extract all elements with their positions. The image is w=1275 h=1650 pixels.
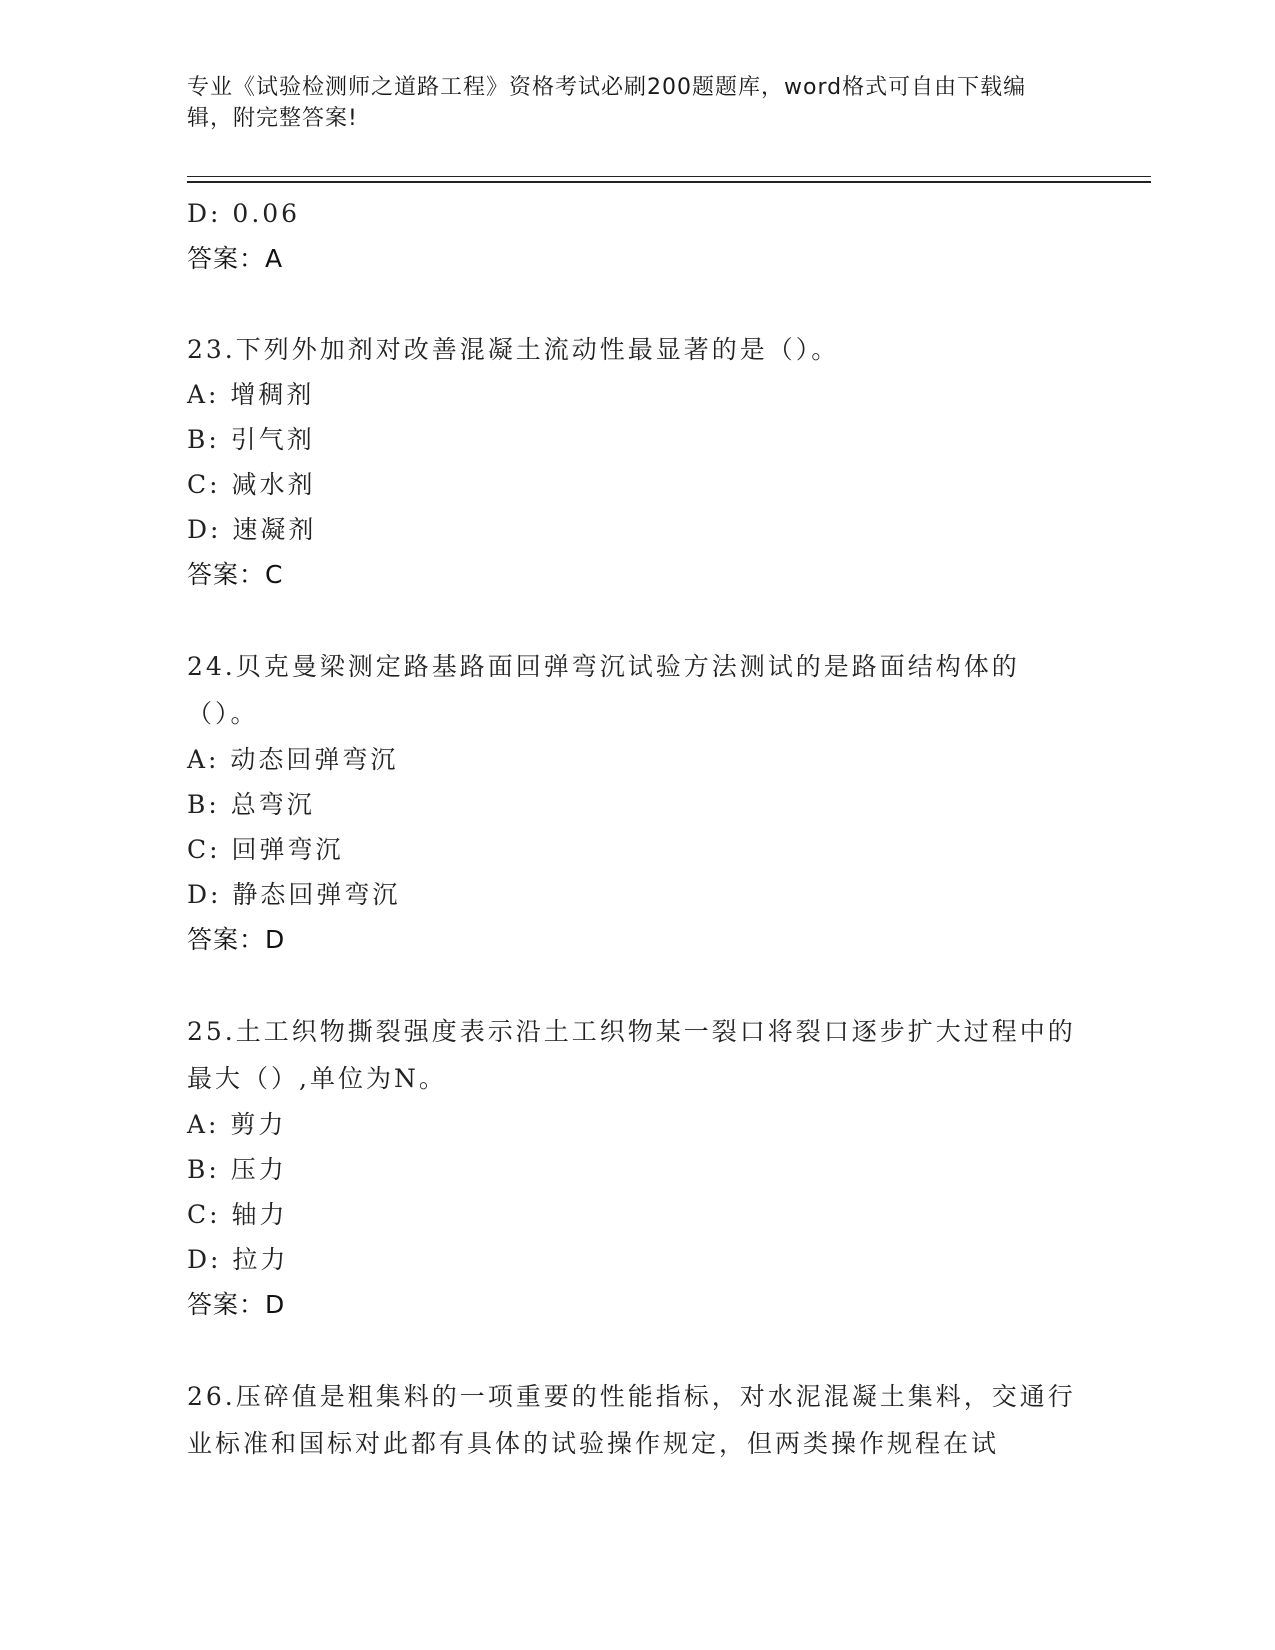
option-b: B: 总弯沉 (187, 790, 315, 819)
answer: 答案：C (187, 560, 284, 589)
answer: 答案：D (187, 925, 286, 954)
question-25 (187, 1008, 1087, 1327)
option-a: A: 增稠剂 (187, 380, 315, 409)
question-stem: 24.贝克曼梁测定路基路面回弹弯沉试验方法测试的是路面结构体的（）。 (187, 652, 1020, 728)
question-stem: 26.压碎值是粗集料的一项重要的性能指标，对水泥混凝土集料，交通行业标准和国标对此都有具体的试验操作规定，但两类操作规程在试 (187, 1382, 1076, 1458)
option-a: A: 剪力 (187, 1110, 287, 1139)
option-b: B: 引气剂 (187, 425, 315, 454)
question-26 (187, 1373, 1087, 1467)
prev-answer: 答案：A (187, 244, 284, 273)
document-header: 专业《试验检测师之道路工程》资格考试必刷200题题库，word格式可自由下载编辑，附完整答案! (187, 75, 1027, 131)
header-divider-thin (187, 176, 1151, 177)
question-stem: 25.土工织物撕裂强度表示沿土工织物某一裂口将裂口逐步扩大过程中的最大（）,单位为N。 (187, 1017, 1076, 1093)
header-divider-thick (187, 181, 1151, 183)
question-23 (187, 327, 1087, 597)
option-c: C: 减水剂 (187, 470, 316, 499)
option-d: D: 拉力 (187, 1245, 289, 1274)
question-24 (187, 643, 1087, 962)
question-list (187, 191, 1087, 1467)
option-d: D: 静态回弹弯沉 (187, 880, 401, 909)
answer: 答案：D (187, 1290, 286, 1319)
option-c: C: 轴力 (187, 1200, 288, 1229)
option-c: C: 回弹弯沉 (187, 835, 344, 864)
option-b: B: 压力 (187, 1155, 287, 1184)
question-stem: 23.下列外加剂对改善混凝土流动性最显著的是（）。 (187, 335, 840, 364)
option-a: A: 动态回弹弯沉 (187, 745, 399, 774)
prev-option-d: D: 0.06 (187, 199, 301, 228)
option-d: D: 速凝剂 (187, 515, 317, 544)
